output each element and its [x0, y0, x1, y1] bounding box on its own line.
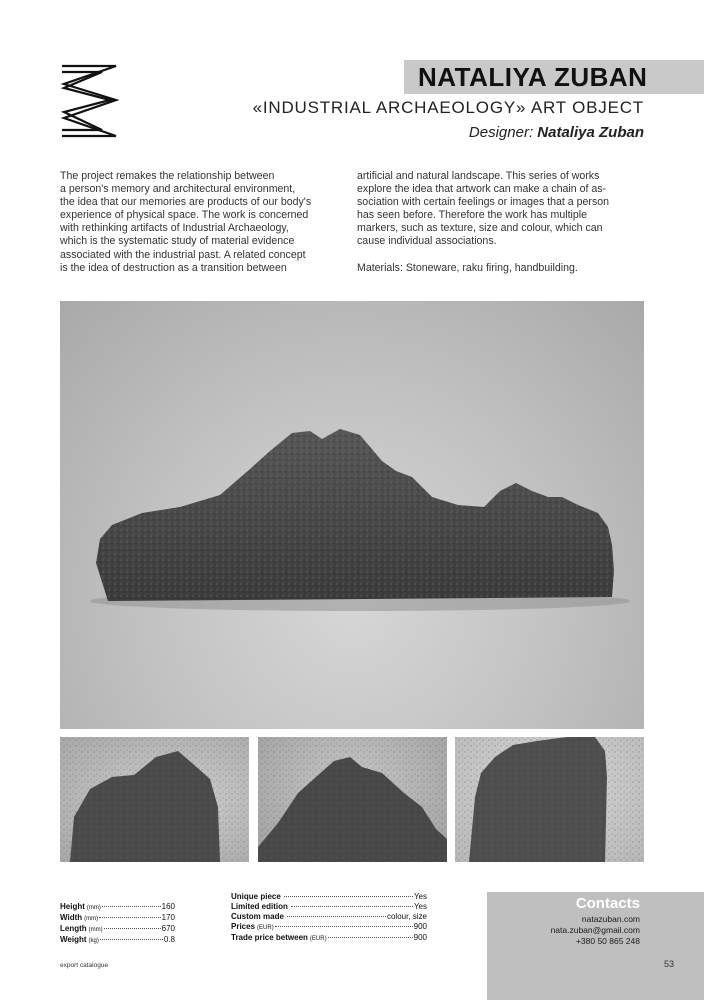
text-line: with rethinking artifacts of Industrial Archaeology,	[60, 222, 289, 235]
text-line: sociation with certain feelings or images that a person	[357, 196, 610, 209]
spec-unit: (kg)	[88, 938, 99, 944]
dot-leader	[284, 896, 413, 897]
main-artwork-photo	[60, 301, 644, 729]
spec-value: 900	[413, 933, 427, 942]
materials-line: Materials: Stoneware, raku firing, handbuilding.	[357, 261, 578, 274]
contact-phone: +380 50 865 248	[575, 936, 640, 946]
spec-row	[60, 913, 175, 924]
spec-unit: (mm)	[86, 905, 101, 911]
contact-website-link[interactable]: natazuban.com	[581, 914, 640, 924]
text-line: which is the systematic study of material evidence	[60, 235, 295, 248]
detail-photo-1	[60, 737, 249, 862]
designer-name-banner	[404, 60, 704, 94]
dot-leader	[275, 926, 413, 927]
brand-logo-icon	[60, 60, 120, 142]
spec-unit: (EUR)	[257, 925, 274, 931]
text-line: a person's memory and architectural environment,	[60, 183, 296, 196]
dot-leader	[102, 906, 161, 907]
spec-row	[231, 912, 427, 922]
text-line: cause individual associations.	[357, 235, 497, 248]
spec-unit: (mm)	[84, 916, 99, 922]
text-line: markers, such as texture, size and colour, which can	[357, 222, 603, 235]
text-line: artificial and natural landscape. This series of works	[357, 170, 600, 182]
text-line: has seen before. Therefore the work has multiple	[357, 209, 588, 222]
text-line: explore the idea that artwork can make a chain of as-	[357, 183, 607, 196]
text-line: The project remakes the relationship between	[60, 170, 275, 182]
spec-label: Trade price between	[231, 933, 308, 942]
spec-row	[231, 933, 427, 944]
dimensions-specs	[60, 902, 175, 946]
spec-value: 900	[413, 922, 427, 931]
spec-label: Custom made	[231, 912, 284, 921]
detail-photo-3	[455, 737, 644, 862]
spec-value: 160	[161, 902, 175, 911]
page-number: 53	[664, 959, 675, 969]
spec-label: Width	[60, 913, 83, 922]
spec-row	[231, 922, 427, 933]
spec-value: colour, size	[386, 912, 427, 921]
dot-leader	[100, 939, 163, 940]
spec-value: Yes	[413, 902, 427, 911]
spec-label: Weight	[60, 935, 87, 944]
text-line: is the idea of destruction as a transition between	[60, 261, 287, 274]
spec-row	[60, 935, 175, 946]
spec-unit: (EUR)	[309, 936, 327, 942]
sales-specs	[231, 892, 427, 944]
designer-credit	[469, 124, 644, 141]
text-line: associated with the industrial past. A related concept	[60, 248, 306, 261]
spec-row	[231, 902, 427, 912]
dot-leader	[104, 928, 161, 929]
spec-label: Limited edition	[231, 902, 288, 911]
footer-catalogue-label: export catalogue	[60, 962, 109, 969]
spec-value: 0.8	[163, 935, 175, 944]
spec-unit: (mm)	[88, 927, 103, 933]
spec-label: Length	[60, 924, 87, 933]
spec-label: Unique piece	[231, 892, 281, 901]
spec-row	[60, 924, 175, 935]
description-left-column	[60, 170, 330, 275]
contacts-panel	[487, 892, 704, 1000]
spec-label: Height	[60, 902, 85, 911]
spec-row	[231, 892, 427, 902]
text-line: experience of physical space. The work is concerned	[60, 209, 309, 222]
dot-leader	[99, 917, 161, 918]
designer-credit-value: Nataliya Zuban	[537, 124, 644, 141]
text-line: the idea that our memories are products of our body's	[60, 196, 312, 209]
spec-label: Prices	[231, 922, 256, 931]
designer-name-title: NATALIYA ZUBAN	[418, 62, 648, 92]
spec-value: Yes	[413, 892, 427, 901]
contacts-title: Contacts	[575, 895, 640, 912]
dot-leader	[291, 906, 413, 907]
contact-email-link[interactable]: nata.zuban@gmail.com	[550, 925, 640, 935]
dot-leader	[328, 937, 413, 938]
artwork-subtitle: «INDUSTRIAL ARCHAEOLOGY» ART OBJECT	[252, 98, 644, 117]
description-right-column	[357, 170, 647, 275]
designer-credit-label: Designer:	[468, 124, 534, 141]
spec-value: 170	[161, 913, 175, 922]
spec-row	[60, 902, 175, 913]
spec-value: 670	[161, 924, 175, 933]
dot-leader	[287, 916, 386, 917]
detail-photo-2	[258, 737, 447, 862]
